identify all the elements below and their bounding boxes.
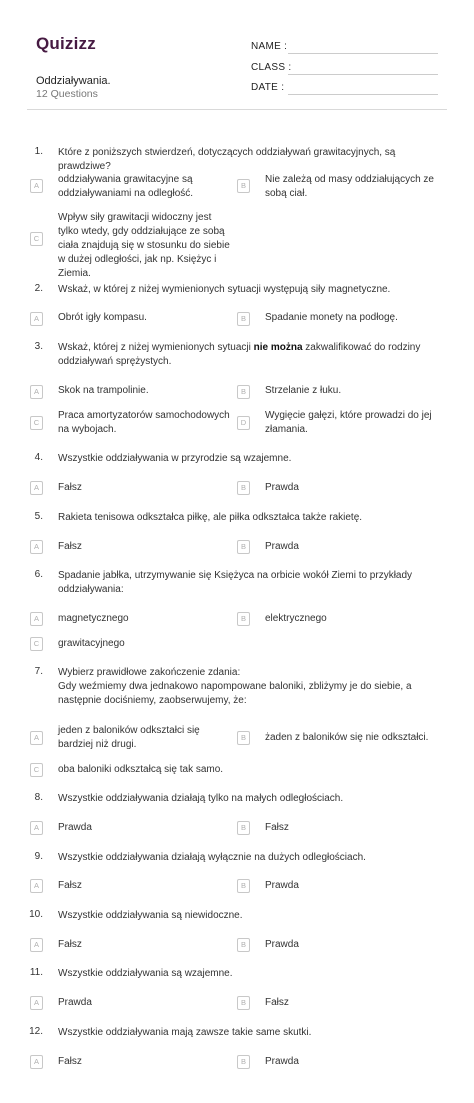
option-text: Fałsz	[58, 482, 82, 493]
date-line	[288, 94, 438, 95]
question-text: Spadanie jabłka, utrzymywanie się Księżyca na orbicie wokół Ziemi to przykłady oddziaływania:	[58, 570, 413, 595]
worksheet-title: Oddziaływania.	[36, 75, 111, 87]
question-number: 7.	[34, 666, 43, 677]
header-divider	[27, 109, 447, 110]
option-text: Fałsz	[265, 997, 289, 1008]
option-text: Spadanie monety na podłogę.	[265, 312, 398, 323]
option-letter-box: A	[30, 821, 43, 835]
question-text: Wszystkie oddziaływania działają tylko na małych odległościach.	[58, 793, 344, 804]
question-number: 10.	[29, 909, 43, 920]
option-text: Nie zależą od masy oddziałujących ze sobą ciał.	[265, 174, 434, 199]
option-letter-box: B	[237, 996, 250, 1010]
option-letter-box: A	[30, 731, 43, 745]
option-text: Prawda	[265, 482, 299, 493]
option-text: Fałsz	[58, 1056, 82, 1067]
option-letter-box: A	[30, 540, 43, 554]
option-letter-box: B	[237, 612, 250, 626]
question-number: 2.	[34, 283, 43, 294]
option-letter-box: A	[30, 938, 43, 952]
quizizz-logo: Quizizz	[36, 34, 96, 53]
name-line	[288, 53, 438, 54]
question-text: Wszystkie oddziaływania mają zawsze takie same skutki.	[58, 1027, 312, 1038]
option-text: elektrycznego	[265, 613, 327, 624]
option-letter-box: B	[237, 1055, 250, 1069]
question-text: Które z poniższych stwierdzeń, dotyczących oddziaływań grawitacyjnych, są prawdziwe?	[58, 147, 396, 172]
question-text: Wszystkie oddziaływania w przyrodzie są wzajemne.	[58, 453, 292, 464]
option-letter-box: A	[30, 385, 43, 399]
question-number: 12.	[29, 1026, 43, 1037]
option-text: Strzelanie z łuku.	[265, 385, 342, 396]
question-text: Wszystkie oddziaływania działają wyłącznie na dużych odległościach.	[58, 852, 366, 863]
option-letter-box: B	[237, 879, 250, 893]
question-number: 11.	[29, 967, 43, 978]
option-letter-box: B	[237, 481, 250, 495]
option-text: jeden z baloników odkształci się bardziej niż drugi.	[58, 725, 200, 750]
question-number: 8.	[34, 792, 43, 803]
option-letter-box: C	[30, 637, 43, 651]
option-text: Wpływ siły grawitacji widoczny jest tylko wtedy, gdy oddziałujące ze sobą ciała znajdują się w stosunku do siebie w dużej odległości, jak np. Księżyc i Ziemia.	[58, 212, 230, 279]
option-text: grawitacyjnego	[58, 638, 125, 649]
option-letter-box: A	[30, 312, 43, 326]
option-letter-box: A	[30, 879, 43, 893]
option-letter-box: B	[237, 312, 250, 326]
question-number: 4.	[34, 452, 43, 463]
option-letter-box: A	[30, 1055, 43, 1069]
option-letter-box: C	[30, 232, 43, 246]
option-letter-box: B	[237, 385, 250, 399]
option-text: Fałsz	[58, 880, 82, 891]
question-text: Rakieta tenisowa odkształca piłkę, ale piłka odkształca także rakietę.	[58, 512, 363, 523]
option-text: Prawda	[265, 1056, 299, 1067]
question-number: 1.	[34, 146, 43, 157]
option-letter-box: A	[30, 481, 43, 495]
question-number: 9.	[34, 851, 43, 862]
question-number: 6.	[34, 569, 43, 580]
option-text: żaden z baloników się nie odkształci.	[265, 732, 429, 743]
option-letter-box: A	[30, 612, 43, 626]
option-text: Prawda	[58, 997, 92, 1008]
class-label: CLASS :	[251, 62, 292, 73]
question-number: 3.	[34, 341, 43, 352]
option-text: Wygięcie gałęzi, które prowadzi do jej złamania.	[265, 410, 432, 435]
option-letter-box: B	[237, 821, 250, 835]
option-letter-box: B	[237, 540, 250, 554]
option-text: Fałsz	[265, 822, 289, 833]
option-text: Obrót igły kompasu.	[58, 312, 147, 323]
option-letter-box: C	[30, 416, 43, 430]
option-letter-box: C	[30, 763, 43, 777]
date-label: DATE :	[251, 82, 285, 93]
question-number: 5.	[34, 511, 43, 522]
option-letter-box: B	[237, 179, 250, 193]
option-letter-box: B	[237, 938, 250, 952]
option-text: Fałsz	[58, 541, 82, 552]
option-text: oba baloniki odkształcą się tak samo.	[58, 764, 224, 775]
class-line	[288, 74, 438, 75]
question-text: Wskaż, której z niżej wymienionych sytuacji nie można zakwalifikować do rodziny oddziaływań sprężystych.	[58, 342, 421, 367]
name-label: NAME :	[251, 41, 288, 52]
option-letter-box: A	[30, 179, 43, 193]
question-text: Wskaż, w której z niżej wymienionych sytuacji występują siły magnetyczne.	[58, 284, 391, 295]
option-text: Skok na trampolinie.	[58, 385, 149, 396]
option-text: oddziaływania grawitacyjne są oddziaływaniami na odległość.	[58, 174, 194, 199]
option-text: Prawda	[58, 822, 92, 833]
option-letter-box: D	[237, 416, 250, 430]
option-text: magnetycznego	[58, 613, 129, 624]
option-text: Fałsz	[58, 939, 82, 950]
option-text: Prawda	[265, 541, 299, 552]
option-text: Prawda	[265, 880, 299, 891]
option-text: Prawda	[265, 939, 299, 950]
question-count: 12 Questions	[36, 88, 98, 100]
option-text: Praca amortyzatorów samochodowych na wybojach.	[58, 410, 230, 435]
question-text: Wszystkie oddziaływania są wzajemne.	[58, 968, 233, 979]
option-letter-box: B	[237, 731, 250, 745]
option-letter-box: A	[30, 996, 43, 1010]
question-text-line2: Gdy weźmiemy dwa jednakowo napompowane baloniki, zbliżymy je do siebie, a następnie dociśniemy, zaobserwujemy, że:	[58, 681, 412, 706]
question-text: Wszystkie oddziaływania są niewidoczne.	[58, 910, 243, 921]
question-text-line1: Wybierz prawidłowe zakończenie zdania:	[58, 667, 241, 678]
